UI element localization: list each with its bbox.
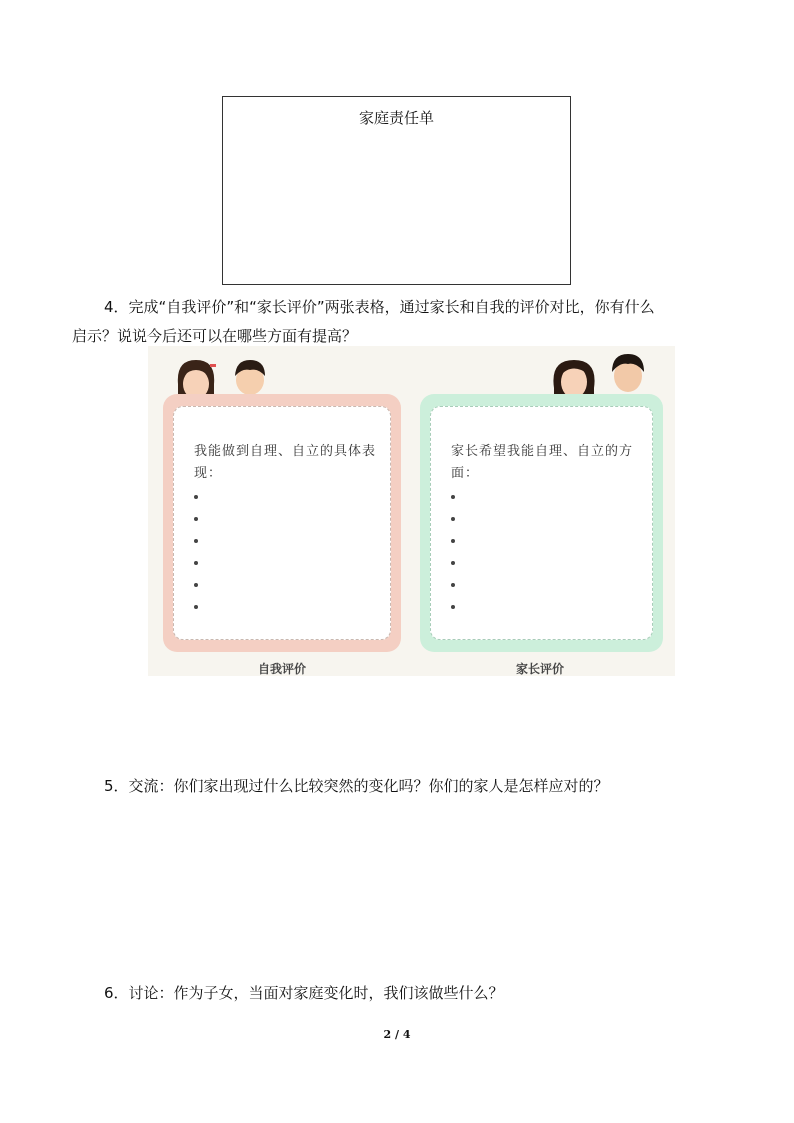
bullet-point: [451, 583, 455, 587]
bullet-point: [194, 605, 198, 609]
parent-evaluation-card: [420, 394, 663, 652]
bullet-point: [194, 539, 198, 543]
bullet-point: [194, 561, 198, 565]
bullet-point: [194, 583, 198, 587]
bullet-point: [451, 495, 455, 499]
responsibility-table-title: 家庭责任单: [358, 109, 434, 127]
bullet-point: [451, 561, 455, 565]
parent-evaluation-prompt: 家长希望我能自理、自立的方面：: [451, 444, 634, 481]
parent-evaluation-writing-area: [430, 406, 653, 640]
question-5: 5．交流：你们家出现过什么比较突然的变化吗？你们的家人是怎样应对的？: [104, 777, 609, 795]
evaluation-illustration: [148, 346, 675, 676]
self-evaluation-card: [163, 394, 401, 652]
self-evaluation-writing-area: [173, 406, 391, 640]
parent-evaluation-caption: 家长评价: [516, 662, 565, 676]
question-6: 6．讨论：作为子女，当面对家庭变化时，我们该做些什么？: [104, 984, 504, 1002]
page-number: 2 / 4: [383, 1028, 411, 1041]
self-evaluation-caption: 自我评价: [258, 662, 307, 676]
bullet-point: [194, 517, 198, 521]
question-4-line-2: 启示？说说今后还可以在哪些方面有提高？: [72, 327, 358, 345]
responsibility-table-box: [222, 96, 571, 285]
bullet-point: [194, 495, 198, 499]
self-evaluation-bullet-list: [194, 495, 198, 627]
question-4-line-1: 4．完成“自我评价”和“家长评价”两张表格，通过家长和自我的评价对比，你有什么: [104, 298, 655, 316]
bullet-point: [451, 517, 455, 521]
parent-evaluation-bullet-list: [451, 495, 455, 627]
bullet-point: [451, 539, 455, 543]
self-evaluation-prompt: 我能做到自理、自立的具体表现：: [194, 444, 377, 481]
bullet-point: [451, 605, 455, 609]
